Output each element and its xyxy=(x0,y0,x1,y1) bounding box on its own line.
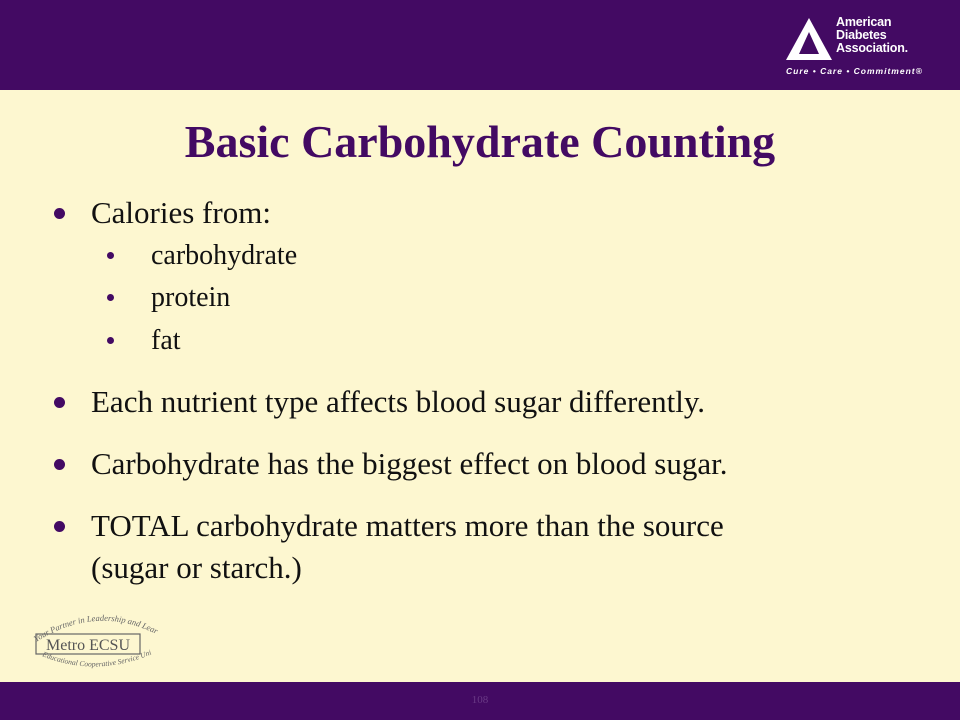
sub-bullet-icon xyxy=(107,337,114,344)
sub-bullet-text: fat xyxy=(151,325,181,356)
ada-name xyxy=(836,16,908,55)
sub-bullet-text: carbohydrate xyxy=(151,240,298,271)
ada-name-line: American xyxy=(836,15,892,29)
slide-title: Basic Carbohydrate Counting xyxy=(184,116,776,167)
sub-bullet-icon xyxy=(107,252,114,259)
bullet-item-continuation: (sugar or starch.) xyxy=(91,550,302,585)
sub-bullet-item xyxy=(151,236,297,274)
ada-name-line: Diabetes xyxy=(836,28,887,42)
logo-name: Metro ECSU xyxy=(46,637,130,654)
bullet-icon xyxy=(54,521,65,532)
sub-bullet-item xyxy=(151,278,230,316)
bullet-icon xyxy=(54,397,65,408)
bullet-item: Carbohydrate has the biggest effect on blood sugar. xyxy=(91,446,728,481)
metro-ecsu-logo xyxy=(26,612,166,674)
ada-name-line: Association. xyxy=(836,41,908,55)
sub-bullet-item xyxy=(151,321,181,359)
sub-bullet-icon xyxy=(107,294,114,301)
bullet-item: Each nutrient type affects blood sugar differently. xyxy=(91,384,706,419)
sub-bullet-text: protein xyxy=(151,282,231,313)
slide-number: 108 xyxy=(471,694,489,706)
bullet-item: TOTAL carbohydrate matters more than the source xyxy=(91,508,724,543)
logo-arc-text: Your Partner in Leadership and Lear xyxy=(31,612,160,644)
bullet-icon xyxy=(54,208,65,219)
ada-triangle-icon xyxy=(786,18,832,62)
bullet-icon xyxy=(54,459,65,470)
logo-bottom-text: Educational Cooperative Service Uni xyxy=(41,647,153,669)
metro-ecsu-logo-graphic xyxy=(26,612,166,674)
ada-logo xyxy=(786,16,946,82)
bullet-item: Calories from: xyxy=(91,195,271,230)
ada-tagline: Cure • Care • Commitment® xyxy=(786,66,923,76)
